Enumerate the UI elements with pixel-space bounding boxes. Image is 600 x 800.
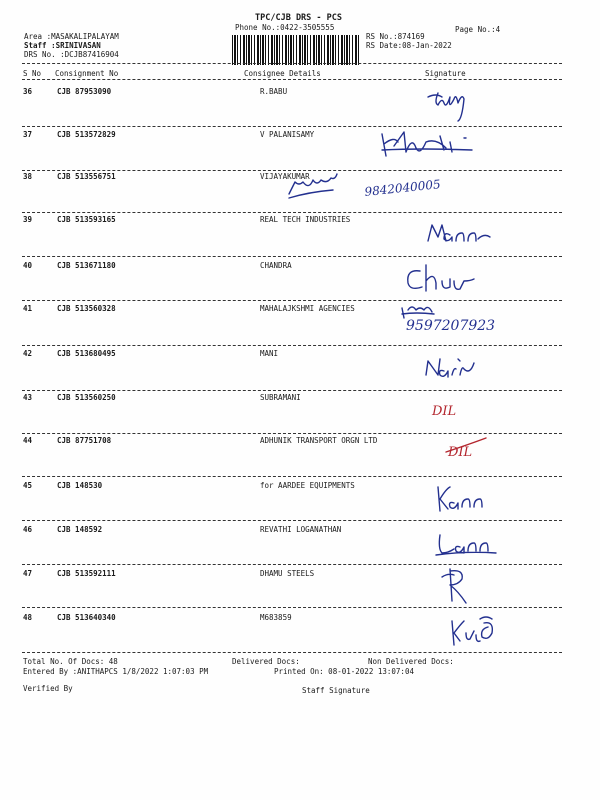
consignment-number: CJB 513680495 xyxy=(57,349,116,358)
table-row xyxy=(0,481,600,525)
serial-number: 42 xyxy=(23,349,33,358)
table-row xyxy=(0,525,600,569)
serial-number: 45 xyxy=(23,481,33,490)
entered-by: Entered By :ANITHAPCS 1/8/2022 1:07:03 PM xyxy=(23,667,209,676)
consignee-name: SUBRAMANI xyxy=(260,393,301,402)
signature-mark xyxy=(380,257,560,297)
drs-number: DRS No. :DCJB87416904 xyxy=(24,50,119,59)
serial-number: 37 xyxy=(23,130,33,139)
serial-number: 36 xyxy=(23,87,33,96)
signature-mark xyxy=(380,521,560,561)
serial-number: 43 xyxy=(23,393,33,402)
consignee-name: R.BABU xyxy=(260,87,288,96)
signature-mark xyxy=(380,432,560,472)
consignment-number: CJB 513572829 xyxy=(57,130,116,139)
staff-label: Staff :SRINIVASAN xyxy=(24,41,101,50)
consignment-number: CJB 513556751 xyxy=(57,172,116,181)
signature-mark xyxy=(380,389,560,429)
consignee-name: MANI xyxy=(260,349,279,358)
total-docs: Total No. Of Docs: 48 xyxy=(23,657,118,666)
signature-mark xyxy=(380,345,560,385)
table-row xyxy=(0,349,600,393)
consignment-number: CJB 513671180 xyxy=(57,261,116,270)
header-divider xyxy=(22,63,562,64)
column-header-sno: S No xyxy=(23,69,42,78)
consignment-number: CJB 148592 xyxy=(57,525,103,534)
consignment-number: CJB 513592111 xyxy=(57,569,116,578)
staff-signature: Staff Signature xyxy=(302,686,370,695)
table-row xyxy=(0,304,600,348)
consignee-name: REAL TECH INDUSTRIES xyxy=(260,215,351,224)
column-header-signature: Signature xyxy=(425,69,466,78)
serial-number: 38 xyxy=(23,172,33,181)
svg-text:DIL: DIL xyxy=(448,445,473,460)
consignee-name: VIJAYAKUMAR xyxy=(260,172,310,181)
consignee-name: V PALANISAMY xyxy=(260,130,315,139)
barcode xyxy=(232,35,360,65)
serial-number: 39 xyxy=(23,215,33,224)
svg-text:DIL: DIL xyxy=(432,404,457,419)
table-row xyxy=(0,215,600,259)
consignment-number: CJB 87953090 xyxy=(57,87,112,96)
serial-number: 44 xyxy=(23,436,33,445)
consignment-number: CJB 87751708 xyxy=(57,436,112,445)
signature-mark xyxy=(380,126,560,166)
consignment-number: CJB 513593165 xyxy=(57,215,116,224)
document-title: TPC/CJB DRS - PCS xyxy=(255,13,342,23)
signature-mark xyxy=(380,565,560,605)
page-number: Page No.:4 xyxy=(455,25,501,34)
column-header-divider xyxy=(22,79,562,80)
consignment-number: CJB 148530 xyxy=(57,481,103,490)
svg-text:9597207923: 9597207923 xyxy=(406,318,496,334)
serial-number: 40 xyxy=(23,261,33,270)
rs-number: RS No.:874169 xyxy=(366,32,425,41)
table-row xyxy=(0,613,600,657)
signature-mark xyxy=(380,211,560,251)
area-label: Area :MASAKALIPALAYAM xyxy=(24,32,119,41)
serial-number: 41 xyxy=(23,304,33,313)
non-delivered-docs: Non Delivered Docs: xyxy=(368,657,454,666)
signature-mark xyxy=(380,83,560,123)
signature-mark xyxy=(380,296,560,336)
consignee-name: CHANDRA xyxy=(260,261,292,270)
table-row xyxy=(0,436,600,480)
column-header-consignment: Consignment No xyxy=(55,69,119,78)
table-row xyxy=(0,393,600,437)
serial-number: 48 xyxy=(23,613,33,622)
printed-on: Printed On: 08-01-2022 13:07:04 xyxy=(274,667,414,676)
consignment-number: CJB 513640340 xyxy=(57,613,116,622)
consignee-name: DHAMU STEELS xyxy=(260,569,315,578)
signature-mark xyxy=(380,477,560,517)
consignee-name: REVATHI LOGANATHAN xyxy=(260,525,342,534)
consignment-number: CJB 513560250 xyxy=(57,393,116,402)
table-row xyxy=(0,87,600,131)
phone-number: Phone No.:0422-3505555 xyxy=(235,23,335,32)
consignee-name: MAHALAJKSHMI AGENCIES xyxy=(260,304,355,313)
rs-date: RS Date:08-Jan-2022 xyxy=(366,41,452,50)
svg-text:9842040005: 9842040005 xyxy=(363,177,442,199)
delivered-docs: Delivered Docs: xyxy=(232,657,300,666)
signature-mark xyxy=(380,609,560,649)
consignee-name: M683859 xyxy=(260,613,292,622)
serial-number: 46 xyxy=(23,525,33,534)
table-row xyxy=(0,172,600,216)
verified-by: Verified By xyxy=(23,684,73,693)
column-header-consignee: Consignee Details xyxy=(244,69,321,78)
consignment-number: CJB 513560328 xyxy=(57,304,116,313)
consignee-name: for AARDEE EQUIPMENTS xyxy=(260,481,355,490)
consignee-name: ADHUNIK TRANSPORT ORGN LTD xyxy=(260,436,378,445)
serial-number: 47 xyxy=(23,569,33,578)
signature-mark xyxy=(285,168,465,208)
